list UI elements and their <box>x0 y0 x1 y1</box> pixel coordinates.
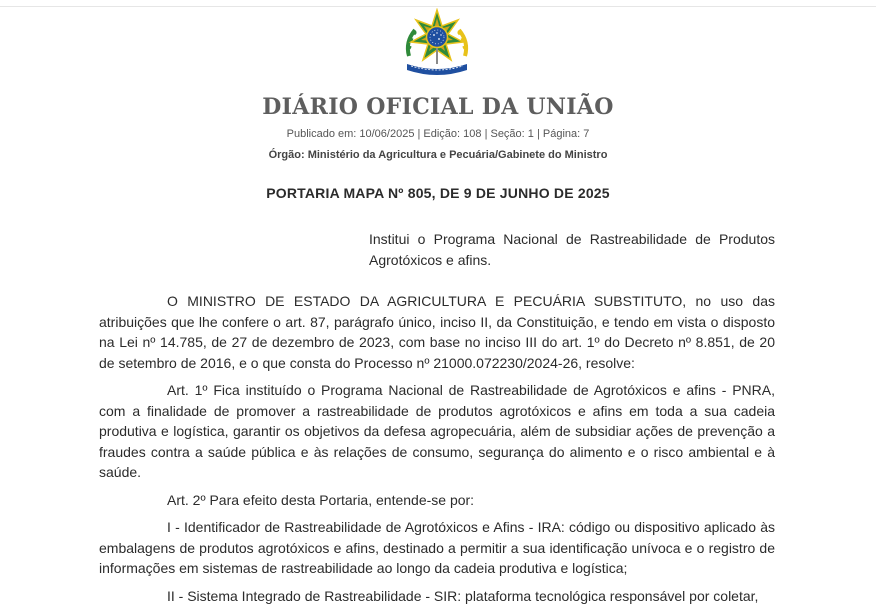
orgao-value: Ministério da Agricultura e Pecuária/Gabinete do Ministro <box>307 149 608 161</box>
document-heading: PORTARIA MAPA Nº 805, DE 9 DE JUNHO DE 2025 <box>266 185 610 201</box>
paragraph-preamble: O MINISTRO DE ESTADO DA AGRICULTURA E PECUÁRIA SUBSTITUTO, no uso das atribuições que lhe confere o art. 87, parágrafo único, inciso II, da Constituição, e tendo em vista o disposto na Lei nº 14.785, de 27 de dezembro de 2023, com base no inciso III do art. 1º do Decreto nº 8.851, de 20 de setembro de 2016, e o que consta do Processo nº 21000.072230/2024-26, resolve: <box>99 293 775 371</box>
publication-meta: Publicado em: 10/06/2025 | Edição: 108 | Seção: 1 | Página: 7 <box>286 128 590 140</box>
brazil-coat-of-arms-icon <box>401 8 473 80</box>
paragraph-art-2: Art. 2º Para efeito desta Portaria, entende-se por: <box>167 491 475 508</box>
top-divider <box>0 6 876 7</box>
ementa: Institui o Programa Nacional de Rastreabilidade de Produtos Agrotóxicos e afins. <box>369 231 775 268</box>
paragraph-inciso-2: II - Sistema Integrado de Rastreabilidade - SIR: plataforma tecnológica responsável por coletar, <box>167 587 759 604</box>
document-body <box>99 291 775 613</box>
paragraph-art-1: Art. 1º Fica instituído o Programa Nacional de Rastreabilidade de Agrotóxicos e afins - PNRA, com a finalidade de promover a rastreabilidade de produtos agrotóxicos e afins em toda a sua cadeia produtiva e logística, garantir os objetivos da defesa agropecuária, além de subsidiar ações de prevenção a fraudes contra a saúde pública e às relações de consumo, segurança do alimento e o risco ambiental e à saúde. <box>99 382 775 480</box>
paragraph-inciso-1: I - Identificador de Rastreabilidade de Agrotóxicos e Afins - IRA: código ou dispositivo aplicado às embalagens de produtos agrotóxicos e afins, destinado a permitir a sua identificação unívoca e o registro de informações em sistemas de rastreabilidade ao longo da cadeia produtiva e logística; <box>99 519 775 576</box>
orgao-line <box>0 149 876 161</box>
orgao-label: Órgão: <box>268 149 305 161</box>
newspaper-title: DIÁRIO OFICIAL DA UNIÃO <box>262 94 614 120</box>
